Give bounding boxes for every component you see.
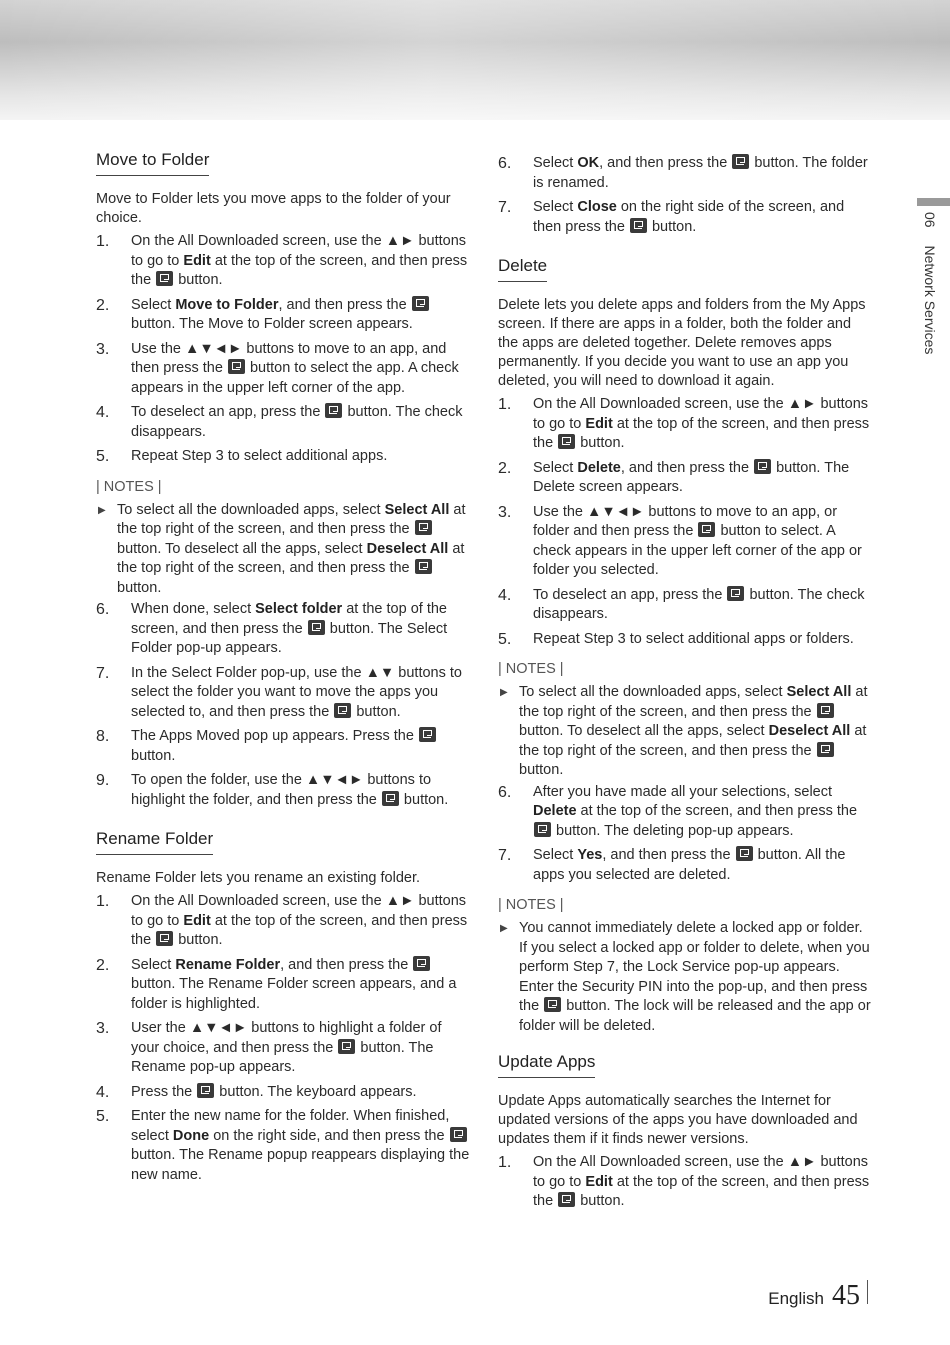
move-to-folder-section	[96, 150, 471, 810]
rename-folder-section	[96, 829, 471, 1185]
notes-list	[96, 501, 471, 599]
step-number: 1.	[498, 396, 512, 413]
step-number: 5.	[96, 1108, 110, 1125]
step-item: 5. Repeat Step 3 to select additional apps or folders.	[498, 630, 854, 648]
step-item: 7. Select Yes, and then press the button. All the apps you selected are deleted.	[498, 847, 846, 883]
step-number: 5.	[498, 630, 512, 648]
right-column	[498, 154, 873, 1217]
step-number: 3.	[96, 1020, 110, 1037]
update-apps-section	[498, 1052, 873, 1212]
footer-divider	[867, 1280, 868, 1304]
step-item: 4. To deselect an app, press the button. The check disappears.	[498, 586, 865, 622]
chapter-tab-marker	[917, 198, 950, 206]
enter-button-icon	[156, 271, 173, 286]
enter-button-icon	[413, 956, 430, 971]
enter-button-icon	[558, 1192, 575, 1207]
step-number: 2.	[96, 956, 110, 974]
step-number: 1.	[498, 1154, 512, 1171]
enter-button-icon	[544, 997, 561, 1012]
step-item: 3. User the ▲▼◄► buttons to highlight a folder of your choice, and then press the button. The Rename pop-up appears.	[96, 1020, 442, 1075]
step-list	[498, 154, 873, 237]
enter-button-icon	[630, 218, 647, 233]
enter-button-icon	[308, 620, 325, 635]
step-item: 6. After you have made all your selections, select Delete at the top of the screen, and then press the button. The deleting pop-up appears.	[498, 783, 858, 839]
step-item: 2. Select Rename Folder, and then press the button. The Rename Folder screen appears, and a folder is highlighted.	[96, 956, 457, 1012]
enter-button-icon	[736, 846, 753, 861]
step-number: 8.	[96, 728, 110, 745]
enter-button-icon	[382, 791, 399, 806]
enter-button-icon	[732, 154, 749, 169]
enter-button-icon	[338, 1039, 355, 1054]
step-item: 3. Use the ▲▼◄► buttons to move to an app, and then press the button to select the app. A check appears in the upper left corner of the app.	[96, 340, 459, 396]
step-item: 7. In the Select Folder pop-up, use the ▲▼ buttons to select the folder you want to move the apps you selected to, and then press the button.	[96, 664, 462, 720]
step-list	[96, 232, 471, 467]
enter-button-icon	[450, 1127, 467, 1142]
enter-button-icon	[197, 1083, 214, 1098]
note-item: ▶ To select all the downloaded apps, select Select All at the top right of the screen, and then press the button. To deselect all the apps, select Deselect All at the top right of the screen, and then press the button.	[500, 684, 868, 778]
step-item: 3. Use the ▲▼◄► buttons to move to an app, or folder and then press the button to select. A check appears in the upper left corner of the app or folder you selected.	[498, 503, 862, 578]
step-item: 5. Enter the new name for the folder. When finished, select Done on the right side, and then press the button. The Rename popup reappears displaying the new name.	[96, 1108, 470, 1183]
enter-button-icon	[156, 931, 173, 946]
enter-button-icon	[415, 559, 432, 574]
step-item: 1. On the All Downloaded screen, use the ▲► buttons to go to Edit at the top of the screen, and then press the button.	[96, 893, 468, 948]
note-item: ▶ To select all the downloaded apps, select Select All at the top right of the screen, and then press the button. To deselect all the apps, select Deselect All at the top right of the screen, and then press the button.	[98, 501, 466, 596]
enter-button-icon	[419, 727, 436, 742]
step-item: 2. Select Move to Folder, and then press the button. The Move to Folder screen appears.	[96, 296, 471, 335]
enter-button-icon	[228, 359, 245, 374]
note-item: ▶ You cannot immediately delete a locked app or folder. If you select a locked app or folder to delete, when you perform Step 7, the Lock Service pop-up appears. Enter the Security PIN into the pop-up, and then press the button. The lock will be released and the app or folder will be deleted.	[500, 920, 871, 1034]
step-number: 2.	[96, 296, 110, 314]
enter-button-icon	[817, 742, 834, 757]
delete-section	[498, 256, 873, 1036]
enter-button-icon	[558, 434, 575, 449]
section-intro: Update Apps automatically searches the Internet for updated versions of the apps you have downloaded and updates them if it finds newer versions.	[498, 1093, 858, 1147]
step-item: 1. On the All Downloaded screen, use the ▲► buttons to go to Edit at the top of the screen, and then press the button.	[96, 233, 468, 288]
step-number: 7.	[96, 664, 110, 682]
step-item: 2. Select Delete, and then press the button. The Delete screen appears.	[498, 459, 850, 495]
step-number: 6.	[96, 601, 110, 618]
step-list	[498, 1153, 873, 1212]
chapter-side-label	[922, 212, 938, 354]
step-number: 6.	[498, 783, 512, 801]
triangle-right-icon: ▶	[500, 687, 508, 698]
step-item: 5. Repeat Step 3 to select additional apps.	[96, 448, 388, 465]
step-list	[96, 892, 471, 1185]
chapter-number: 06	[922, 212, 938, 228]
section-intro: Rename Folder lets you rename an existing folder.	[96, 870, 421, 886]
footer-language: English	[768, 1289, 824, 1308]
step-number: 1.	[96, 893, 110, 910]
step-number: 6.	[498, 155, 512, 172]
enter-button-icon	[754, 459, 771, 474]
page-number: 45	[832, 1280, 860, 1311]
step-item: 4. Press the button. The keyboard appears.	[96, 1083, 417, 1101]
step-item: 9. To open the folder, use the ▲▼◄► buttons to highlight the folder, and then press the button.	[96, 772, 449, 808]
section-title: Rename Folder	[96, 829, 213, 855]
step-item: 8. The Apps Moved pop up appears. Press the button.	[96, 727, 471, 766]
section-intro: Delete lets you delete apps and folders from the My Apps screen. If there are apps in a folder, both the folder and the apps are deleted together. Delete removes apps permanently. If you decide you want to use an app you deleted, you will need to download it again.	[498, 297, 866, 389]
step-item: 6. When done, select Select folder at the top of the screen, and then press the button. The Select Folder pop-up appears.	[96, 601, 448, 656]
triangle-right-icon: ▶	[500, 923, 508, 934]
triangle-right-icon: ▶	[98, 504, 106, 516]
step-number: 4.	[96, 1083, 110, 1101]
chapter-title: Network Services	[922, 245, 938, 355]
enter-button-icon	[415, 520, 432, 535]
left-column	[96, 150, 471, 1190]
step-item: 6. Select OK, and then press the button. The folder is renamed.	[498, 155, 868, 191]
enter-button-icon	[727, 586, 744, 601]
enter-button-icon	[698, 522, 715, 537]
header-gradient-band	[0, 0, 950, 120]
notes-list	[498, 919, 873, 1036]
section-title: Move to Folder	[96, 150, 209, 176]
step-number: 5.	[96, 448, 110, 465]
enter-button-icon	[325, 403, 342, 418]
section-title: Update Apps	[498, 1052, 595, 1078]
step-number: 7.	[498, 199, 512, 216]
notes-label: | NOTES |	[96, 478, 162, 495]
step-item: 1. On the All Downloaded screen, use the ▲► buttons to go to Edit at the top of the screen, and then press the button.	[498, 1154, 870, 1209]
step-item: 7. Select Close on the right side of the screen, and then press the button.	[498, 199, 845, 235]
notes-list	[498, 683, 873, 781]
step-number: 4.	[96, 404, 110, 421]
step-number: 1.	[96, 233, 110, 250]
step-list	[498, 395, 873, 649]
enter-button-icon	[412, 296, 429, 311]
page-footer	[768, 1280, 868, 1312]
section-title: Delete	[498, 256, 547, 282]
step-number: 7.	[498, 847, 512, 864]
step-number: 2.	[498, 459, 512, 477]
step-number: 9.	[96, 772, 110, 789]
notes-label: | NOTES |	[498, 897, 564, 913]
step-number: 3.	[96, 340, 110, 358]
enter-button-icon	[534, 822, 551, 837]
enter-button-icon	[334, 703, 351, 718]
step-number: 4.	[498, 586, 512, 604]
enter-button-icon	[817, 703, 834, 718]
step-list	[96, 600, 471, 810]
step-item: 1. On the All Downloaded screen, use the ▲► buttons to go to Edit at the top of the screen, and then press the button.	[498, 396, 870, 451]
step-item: 4. To deselect an app, press the button. The check disappears.	[96, 404, 463, 440]
step-list	[498, 783, 873, 886]
section-intro: Move to Folder lets you move apps to the folder of your choice.	[96, 191, 451, 226]
step-number: 3.	[498, 503, 512, 521]
notes-label: | NOTES |	[498, 661, 564, 677]
